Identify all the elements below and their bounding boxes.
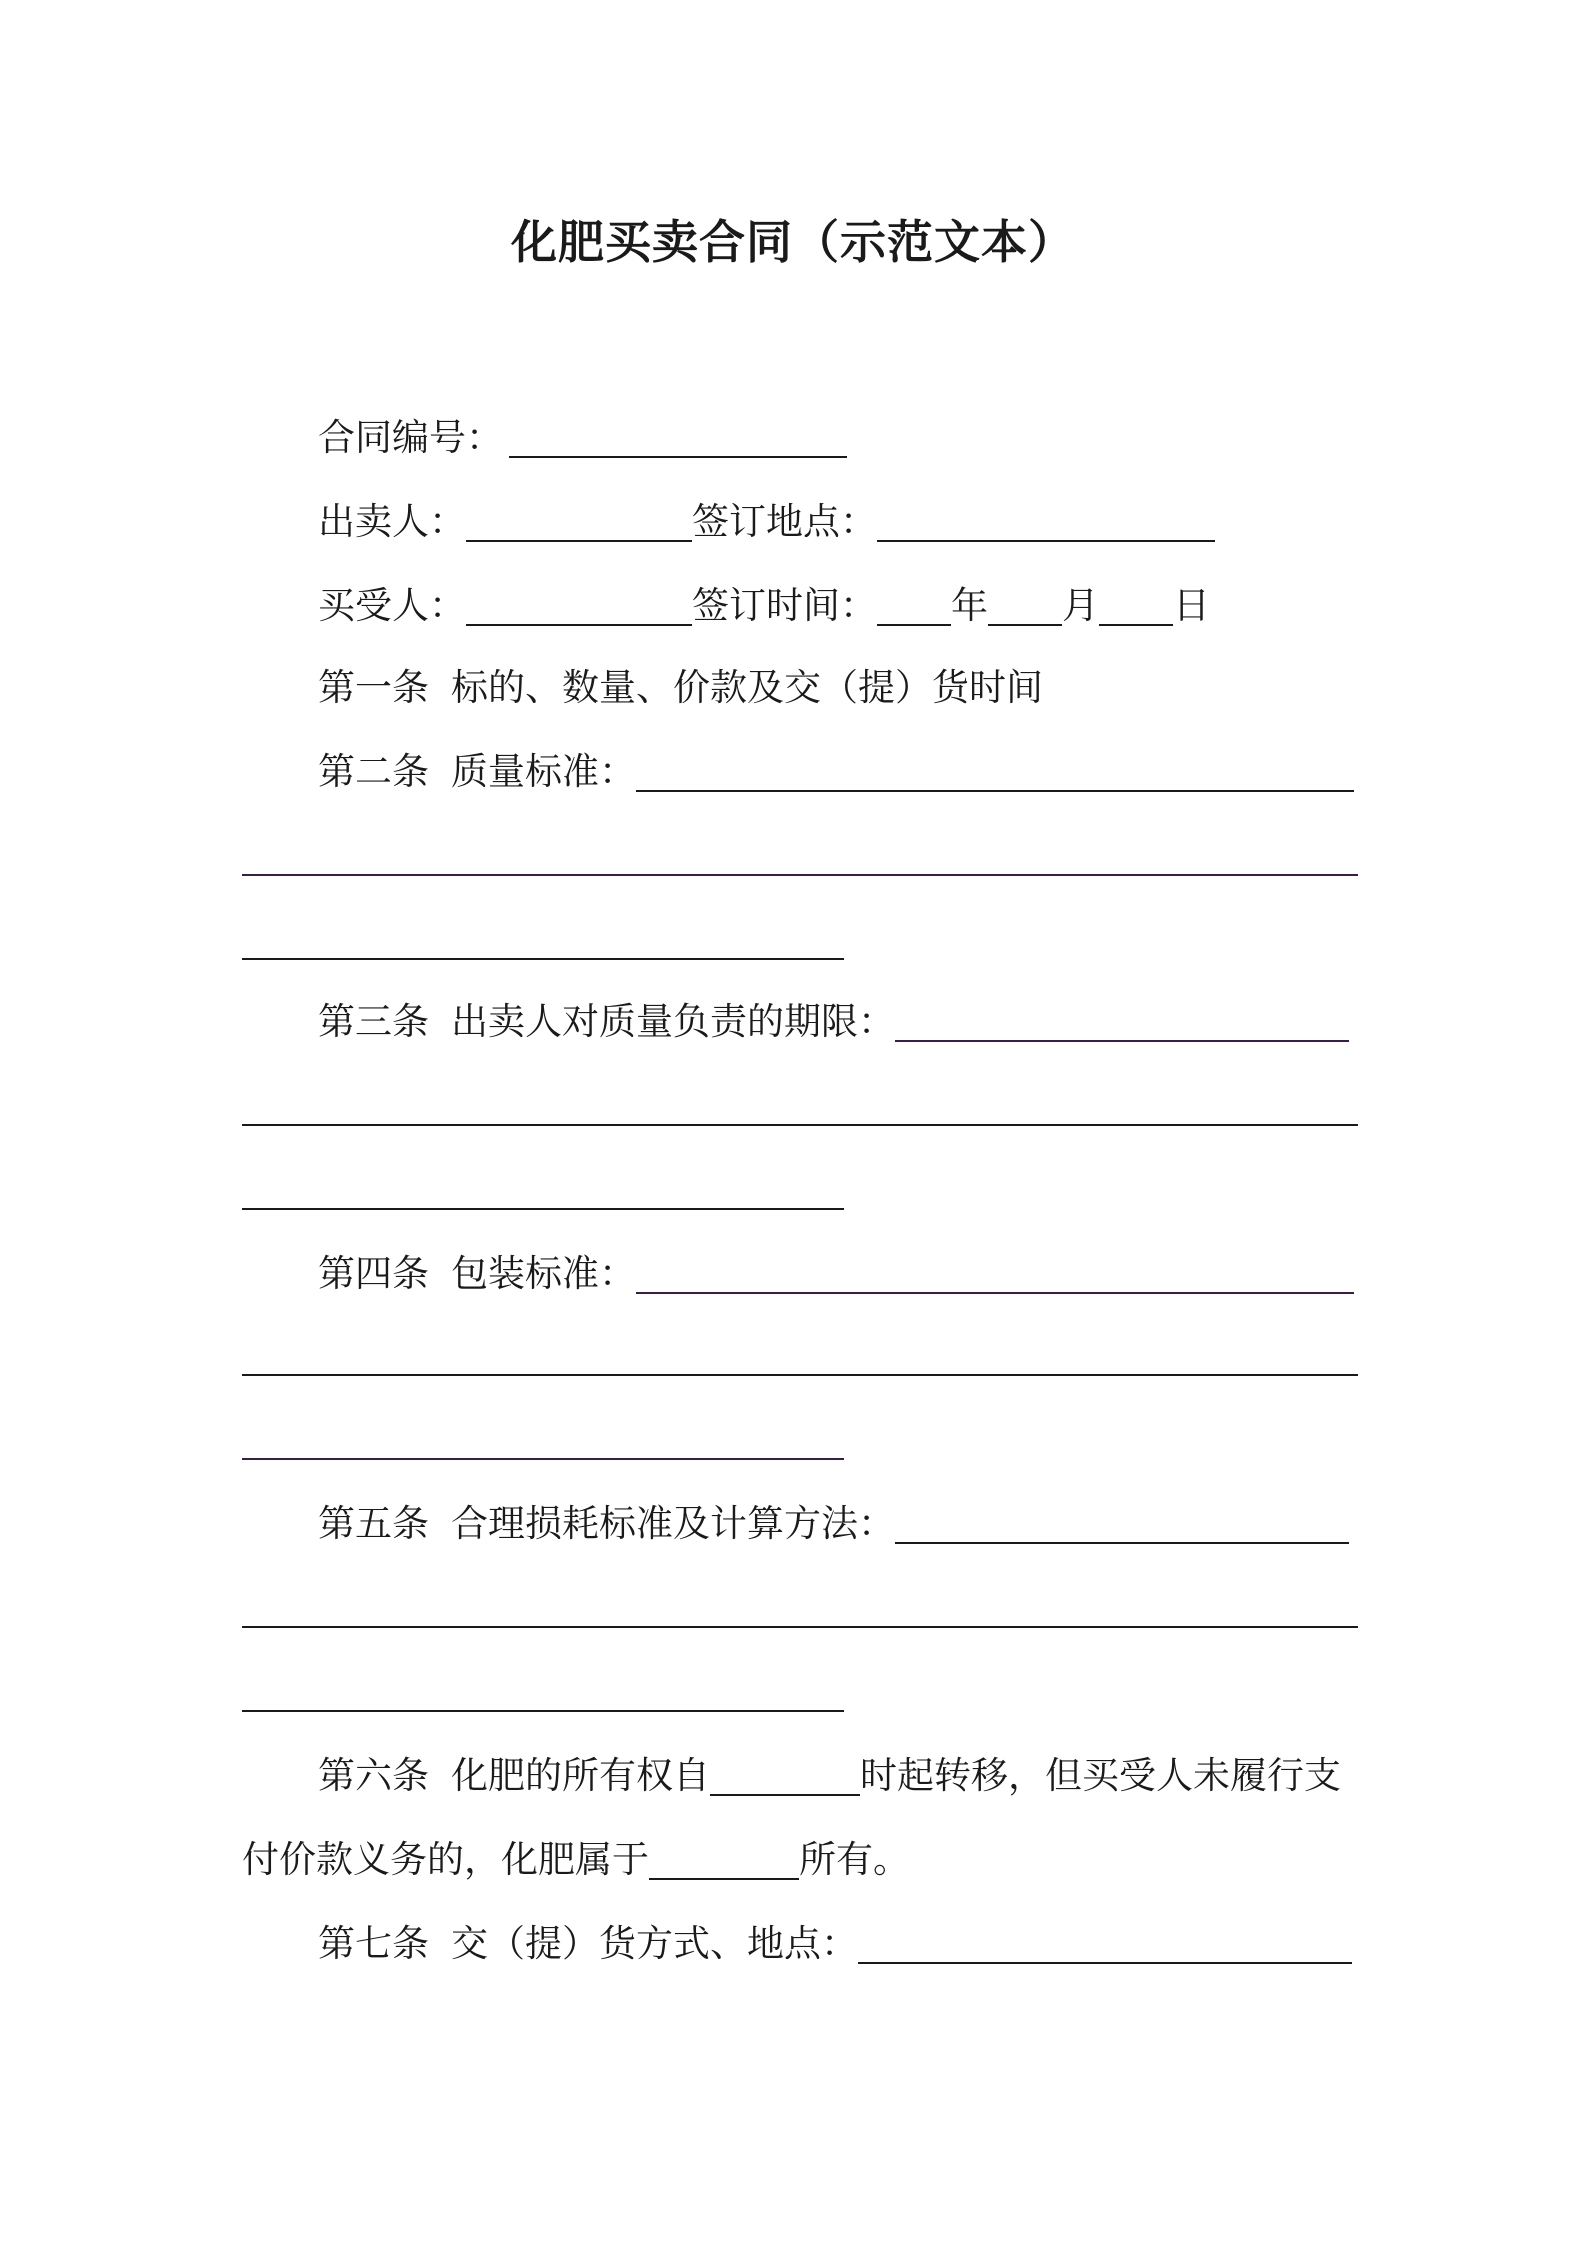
article-7-field[interactable] [858, 1924, 1352, 1964]
sign-year-field[interactable] [877, 586, 951, 626]
article-2-text: 质量标准： [451, 750, 636, 793]
article-4-number: 第四条 [318, 1252, 429, 1295]
article-4-field[interactable] [636, 1254, 1354, 1294]
article-6-number: 第六条 [318, 1754, 429, 1797]
article-6-continuation [242, 1834, 910, 1886]
year-label: 年 [951, 584, 988, 627]
article-3-continuation-line[interactable] [242, 1208, 844, 1210]
buyer-label: 买受人： [318, 584, 466, 627]
contract-number-label: 合同编号： [318, 416, 503, 459]
article-5-field[interactable] [895, 1504, 1349, 1544]
article-3-continuation-line[interactable] [242, 1124, 1358, 1126]
article-1 [318, 662, 1043, 714]
document-title: 化肥买卖合同（示范文本） [511, 215, 1075, 269]
article-6-text-part3: 付价款义务的，化肥属于 [242, 1838, 649, 1881]
article-3-field[interactable] [895, 1002, 1349, 1042]
article-6-text-part2: 时起转移，但买受人未履行支 [860, 1754, 1341, 1797]
sign-day-field[interactable] [1099, 586, 1173, 626]
article-5-continuation-line[interactable] [242, 1626, 1358, 1628]
article-2-field[interactable] [636, 752, 1354, 792]
article-2-continuation-line[interactable] [242, 874, 1358, 876]
article-1-number: 第一条 [318, 666, 429, 709]
month-label: 月 [1062, 584, 1099, 627]
article-4-continuation-line[interactable] [242, 1458, 844, 1460]
article-5 [318, 1498, 1349, 1550]
article-2-continuation-line[interactable] [242, 958, 844, 960]
article-4 [318, 1248, 1354, 1300]
article-2 [318, 746, 1354, 798]
article-6-text-part1: 化肥的所有权自 [451, 1754, 710, 1797]
day-label: 日 [1173, 584, 1210, 627]
article-4-continuation-line[interactable] [242, 1374, 1358, 1376]
sign-place-field[interactable] [877, 502, 1215, 542]
article-5-text: 合理损耗标准及计算方法： [451, 1502, 895, 1545]
article-5-number: 第五条 [318, 1502, 429, 1545]
buyer-line [318, 580, 1210, 632]
article-6 [318, 1750, 1341, 1802]
sign-place-label: 签订地点： [692, 500, 877, 543]
sign-month-field[interactable] [988, 586, 1062, 626]
article-2-number: 第二条 [318, 750, 429, 793]
seller-line [318, 496, 1215, 548]
article-1-text: 标的、数量、价款及交（提）货时间 [451, 666, 1043, 709]
article-3-number: 第三条 [318, 1000, 429, 1043]
ownership-transfer-field[interactable] [710, 1756, 860, 1796]
article-6-text-part4: 所有。 [799, 1838, 910, 1881]
ownership-holder-field[interactable] [649, 1840, 799, 1880]
article-7-number: 第七条 [318, 1922, 429, 1965]
seller-label: 出卖人： [318, 500, 466, 543]
sign-time-label: 签订时间： [692, 584, 877, 627]
article-3-text: 出卖人对质量负责的期限： [451, 1000, 895, 1043]
contract-number-line [318, 412, 847, 464]
article-4-text: 包装标准： [451, 1252, 636, 1295]
article-3 [318, 996, 1349, 1048]
contract-number-field[interactable] [509, 418, 847, 458]
article-5-continuation-line[interactable] [242, 1710, 844, 1712]
article-7 [318, 1918, 1352, 1970]
seller-field[interactable] [466, 502, 692, 542]
article-7-text: 交（提）货方式、地点： [451, 1922, 858, 1965]
buyer-field[interactable] [466, 586, 692, 626]
